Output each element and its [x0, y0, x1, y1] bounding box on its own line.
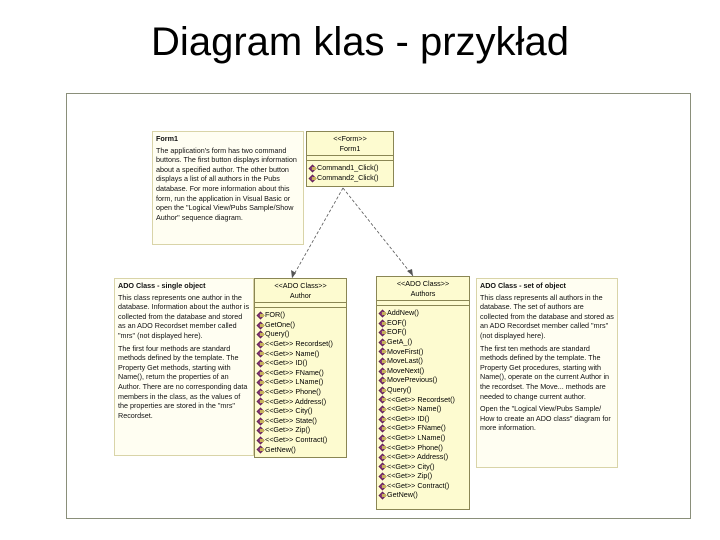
- method-icon: [257, 350, 264, 356]
- operation-label: Command1_Click(): [317, 163, 379, 173]
- operation-label: MoveNext(): [387, 365, 425, 375]
- operation-label: <<Get>> Recordset(): [387, 394, 455, 404]
- operation-label: Query(): [387, 384, 412, 394]
- method-icon: [257, 379, 264, 385]
- operation[interactable]: [379, 308, 467, 318]
- class-name: Form1: [339, 143, 361, 153]
- operation-label: <<Get>> FName(): [387, 423, 446, 433]
- class-author[interactable]: [254, 278, 347, 458]
- operation-label: GetNew(): [265, 444, 296, 454]
- class-name: Authors: [410, 288, 436, 298]
- class-form1[interactable]: [306, 131, 394, 187]
- operation-label: <<Get>> City(): [265, 406, 313, 416]
- operation-label: <<Get>> ID(): [387, 413, 430, 423]
- class-header: [307, 132, 393, 156]
- method-icon: [379, 463, 386, 469]
- operation-label: <<Get>> Phone(): [265, 386, 321, 396]
- operation-label: <<Get>> Name(): [387, 404, 442, 414]
- operation[interactable]: [257, 445, 344, 455]
- operation[interactable]: [379, 423, 467, 433]
- class-stereotype: <<ADO Class>>: [274, 281, 327, 290]
- operation[interactable]: [257, 435, 344, 445]
- operation-label: <<Get>> Zip(): [387, 471, 433, 481]
- operation-label: EOF(): [387, 317, 407, 327]
- class-operations: [255, 308, 346, 456]
- note-paragraph: Open the "Logical View/Pubs Sample/ How to create an ADO class" diagram for more information.: [480, 404, 611, 433]
- method-icon: [379, 492, 386, 498]
- method-icon: [257, 446, 264, 452]
- operation-label: <<Get>> Contract(): [387, 480, 450, 490]
- operation[interactable]: [257, 397, 344, 407]
- operation-label: <<Get>> Name(): [265, 348, 320, 358]
- operation[interactable]: [257, 310, 344, 320]
- operation[interactable]: [257, 358, 344, 368]
- method-icon: [257, 360, 264, 366]
- operation[interactable]: [379, 327, 467, 337]
- class-header: [255, 279, 346, 303]
- operation-label: FOR(): [265, 310, 285, 320]
- class-operations: [377, 306, 469, 502]
- note-title: ADO Class - set of object: [480, 281, 566, 290]
- method-icon: [309, 165, 316, 171]
- class-header: [377, 277, 469, 301]
- operation[interactable]: [257, 368, 344, 378]
- operation-label: <<Get>> Recordset(): [265, 338, 333, 348]
- operation[interactable]: [257, 416, 344, 426]
- dependency-form1-authors: [343, 188, 413, 276]
- method-icon: [379, 425, 386, 431]
- operation[interactable]: [379, 347, 467, 357]
- method-icon: [379, 406, 386, 412]
- method-icon: [379, 377, 386, 383]
- operation[interactable]: [257, 377, 344, 387]
- method-icon: [379, 483, 386, 489]
- operation[interactable]: [379, 481, 467, 491]
- operation-label: GetNew(): [387, 490, 418, 500]
- operation[interactable]: [309, 163, 391, 173]
- method-icon: [379, 435, 386, 441]
- operation[interactable]: [257, 349, 344, 359]
- operation-label: <<Get>> Address(): [265, 396, 327, 406]
- operation[interactable]: [379, 337, 467, 347]
- method-icon: [379, 396, 386, 402]
- class-stereotype: <<Form>>: [333, 134, 367, 143]
- operation-label: <<Get>> ID(): [265, 358, 308, 368]
- note-paragraph: The first four methods are standard methods defined by the template. The Property Get methods, starting with Name(), return the properties of an Author. There are no corresponding data members in the class, as the values of the properties are stored in the "mrs" Recordset.: [118, 343, 248, 420]
- note-title: ADO Class - single object: [118, 281, 206, 290]
- operation[interactable]: [379, 462, 467, 472]
- operation-label: GetA_(): [387, 336, 413, 346]
- operation[interactable]: [379, 414, 467, 424]
- method-icon: [257, 408, 264, 414]
- method-icon: [257, 341, 264, 347]
- slide-title: Diagram klas - przykład: [151, 20, 569, 64]
- method-icon: [257, 312, 264, 318]
- method-icon: [257, 418, 264, 424]
- method-icon: [257, 389, 264, 395]
- class-stereotype: <<ADO Class>>: [396, 279, 450, 288]
- operation[interactable]: [379, 471, 467, 481]
- method-icon: [379, 320, 386, 326]
- method-icon: [379, 416, 386, 422]
- operation-label: Command2_Click(): [317, 172, 379, 182]
- operation[interactable]: [379, 433, 467, 443]
- note-title: Form1: [156, 134, 178, 143]
- operation-label: <<Get>> FName(): [265, 367, 324, 377]
- method-icon: [379, 444, 386, 450]
- method-icon: [379, 368, 386, 374]
- operation-label: GetOne(): [265, 319, 295, 329]
- note-single-object: [114, 278, 254, 456]
- method-icon: [379, 454, 386, 460]
- operation[interactable]: [257, 425, 344, 435]
- note-paragraph: This class represents all authors in the database. The set of authors are collected from the database and stored as an ADO Recordset member called "mrs" (not displayed here).: [480, 292, 614, 340]
- class-name: Author: [289, 290, 312, 300]
- operation[interactable]: [379, 318, 467, 328]
- dependency-arrowhead-author: [291, 270, 296, 278]
- operation[interactable]: [309, 173, 391, 183]
- method-icon: [257, 370, 264, 376]
- operation-label: AddNew(): [387, 308, 419, 318]
- note-paragraph: This class represents one author in the database. Information about the author is collected from the database and stored as an ADO Recordset member called "mrs" (not displayed here).: [118, 292, 250, 340]
- method-icon: [257, 398, 264, 404]
- method-icon: [379, 358, 386, 364]
- method-icon: [257, 331, 264, 337]
- operation[interactable]: [379, 443, 467, 453]
- operation[interactable]: [257, 320, 344, 330]
- operation-label: Query(): [265, 329, 290, 339]
- method-icon: [379, 310, 386, 316]
- operation[interactable]: [257, 339, 344, 349]
- method-icon: [379, 339, 386, 345]
- operation-label: <<Get>> LName(): [387, 432, 446, 442]
- method-icon: [257, 322, 264, 328]
- operation[interactable]: [379, 356, 467, 366]
- operation[interactable]: [379, 490, 467, 500]
- operation[interactable]: [379, 404, 467, 414]
- class-authors[interactable]: [376, 276, 470, 510]
- operation-label: <<Get>> LName(): [265, 377, 324, 387]
- operation-label: <<Get>> Phone(): [387, 442, 443, 452]
- operation[interactable]: [257, 329, 344, 339]
- operation-label: MoveLast(): [387, 356, 423, 366]
- operation[interactable]: [379, 452, 467, 462]
- method-icon: [379, 473, 386, 479]
- note-set-of-objects: [476, 278, 618, 468]
- dependency-arrowhead-authors: [407, 269, 413, 276]
- operation-label: <<Get>> City(): [387, 461, 435, 471]
- method-icon: [379, 387, 386, 393]
- operation-label: <<Get>> Contract(): [265, 434, 328, 444]
- note-paragraph: The first ten methods are standard methods defined by the template. The Property Get procedures, starting with Name(), operate on the current Author in the recordset. The Move... methods are needed to change current author.: [480, 343, 610, 401]
- method-icon: [379, 348, 386, 354]
- operation[interactable]: [379, 375, 467, 385]
- note-form1: [152, 131, 304, 245]
- operation-label: MovePrevious(): [387, 375, 438, 385]
- method-icon: [257, 437, 264, 443]
- operation-label: <<Get>> State(): [265, 415, 317, 425]
- operation[interactable]: [379, 395, 467, 405]
- class-operations: [307, 161, 393, 184]
- operation[interactable]: [257, 406, 344, 416]
- method-icon: [309, 175, 316, 181]
- operation[interactable]: [257, 387, 344, 397]
- method-icon: [379, 329, 386, 335]
- operation-label: <<Get>> Address(): [387, 452, 449, 462]
- operation-label: <<Get>> Zip(): [265, 425, 311, 435]
- operation-label: MoveFirst(): [387, 346, 424, 356]
- operation[interactable]: [379, 385, 467, 395]
- note-paragraph: The application's form has two command buttons. The first button displays information about a specified author. The other button displays a list of all authors in the Pubs database. For more information about this form, run the application in Visual Basic or open the "Logical View/Pubs Sample/Show Author" sequence diagram.: [156, 145, 297, 222]
- operation-label: EOF(): [387, 327, 407, 337]
- operation[interactable]: [379, 366, 467, 376]
- method-icon: [257, 427, 264, 433]
